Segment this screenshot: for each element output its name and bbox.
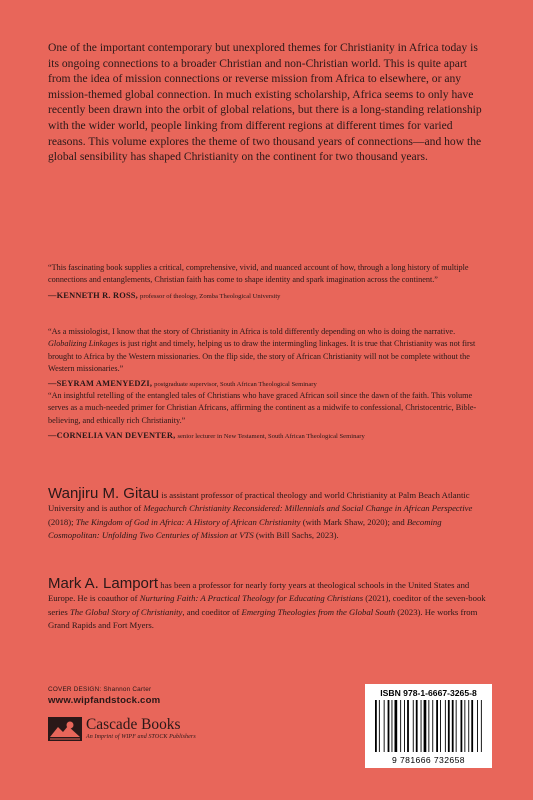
barcode-bar — [375, 700, 377, 752]
publisher-name: Cascade Books — [86, 716, 181, 733]
endorsement-quote: “This fascinating book supplies a critical, comprehensive, vivid, and nuanced account of how, through a long history of multiple connections and entanglements, Christian faith has come to shape identity and spark imagination across the continent.” — [48, 263, 469, 285]
barcode-bar — [468, 700, 469, 752]
bio-text: (with Mark Shaw, 2020); and — [300, 516, 407, 527]
bio-book-title: Megachurch Christianity Reconsidered: Millennials and Social Change in African Perspective — [143, 503, 473, 514]
barcode-number: 9 781666 732658 — [392, 755, 465, 765]
barcode-bar — [407, 700, 409, 752]
endorsement-attribution — [48, 290, 488, 303]
endorsement-1 — [48, 262, 488, 303]
endorsement-quote — [48, 326, 488, 375]
endorser-title: professor of theology, Zomba Theological University — [140, 292, 281, 300]
barcode-bar — [448, 700, 450, 752]
publisher-logo-block — [48, 717, 196, 741]
mountain-sun-logo-icon — [48, 717, 82, 741]
barcode-bar — [424, 700, 427, 752]
barcode-bar — [428, 700, 429, 752]
endorsement-2 — [48, 326, 488, 391]
barcode-bar — [481, 700, 482, 752]
endorsement-attribution — [48, 430, 488, 443]
quote-text: is just right and timely, helping us to draw the intermingling linkages. It is true that Christianity was not first brought to Africa by the Western missionaries. On the flip side, the story of African Christianity will not be complete without the Western missionaries.” — [48, 339, 476, 373]
bio-text: has been a professor for nearly forty years at theological schools in the United States and Europe. He is coauthor of — [48, 580, 470, 604]
bio-text: is assistant professor of practical theology and world Christianity at Palm Beach Atlantic University and is author of — [48, 490, 470, 514]
bio-book-title: Emerging Theologies from the Global South — [241, 606, 396, 617]
endorser-name: —SEYRAM AMENYEDZI, — [48, 379, 153, 389]
bio-text: , and coeditor of — [182, 606, 242, 617]
isbn-label: ISBN 978-1-6667-3265-8 — [380, 688, 477, 698]
barcode-bar — [384, 700, 385, 752]
bio-book-title: Nurturing Faith: A Practical Theology for Educating Christians — [139, 593, 364, 604]
author-bio-2 — [48, 577, 488, 633]
endorser-name: —KENNETH R. ROSS, — [48, 290, 138, 300]
barcode-bar — [395, 700, 398, 752]
credits — [48, 686, 160, 706]
barcode-bar — [416, 700, 418, 752]
bio-book-title: Becoming Cosmopolitan: Unfolding Two Centuries of Mission at VTS — [48, 516, 442, 541]
endorsement-3 — [48, 390, 488, 443]
barcode-bar — [477, 700, 478, 752]
barcode-bar — [461, 700, 463, 752]
author-bio-1 — [48, 487, 488, 543]
endorsement-quote: “An insightful retelling of the entangled tales of Christians who have graced African soil since the dawn of the faith. This volume serves as a much-needed primer for Christian Africans, affirming the continent as a midwife to confessional, Christocentric, Bible-believing, and ethically rich Christianity.” — [48, 391, 477, 425]
endorser-name: —CORNELIA VAN DEVENTER, — [48, 430, 176, 440]
barcode-bar — [452, 700, 454, 752]
barcode-bar — [436, 700, 438, 752]
barcode-bars — [369, 700, 488, 754]
bio-text: (2023). He works from Grand Rapids and Fort Myers. — [48, 606, 478, 631]
barcode-bar — [432, 700, 433, 752]
author-name: Mark A. Lamport — [48, 575, 159, 592]
barcode-bar — [413, 700, 414, 752]
bio-text: (with Bill Sachs, 2023). — [253, 530, 339, 541]
barcode-bar — [445, 700, 446, 752]
barcode-bar — [404, 700, 405, 752]
bio-text: (2018); — [48, 516, 76, 527]
barcode-bar — [388, 700, 390, 752]
barcode — [365, 684, 492, 768]
publisher-imprint: An Imprint of WIPF and STOCK Publishers — [86, 734, 196, 740]
endorser-title: postgraduate supervisor, South African Theological Seminary — [154, 381, 317, 389]
barcode-bar — [456, 700, 457, 752]
barcode-bar — [379, 700, 380, 752]
bio-text: (2021), coeditor of the seven-book series — [48, 593, 486, 617]
barcode-bar — [400, 700, 401, 752]
barcode-bar — [471, 700, 473, 752]
publisher-url[interactable]: www.wipfandstock.com — [48, 695, 161, 706]
barcode-bar — [392, 700, 393, 752]
barcode-bar — [440, 700, 441, 752]
quote-book-title: Globalizing Linkages — [48, 339, 119, 349]
publisher-text — [86, 717, 196, 740]
bio-book-title: The Global Story of Christianity — [69, 606, 183, 617]
cover-design-credit: COVER DESIGN: Shannon Carter — [48, 686, 152, 693]
author-name: Wanjiru M. Gitau — [48, 485, 160, 502]
bio-book-title: The Kingdom of God in Africa: A History of African Christianity — [75, 516, 301, 527]
endorser-title: senior lecturer in New Testament, South African Theological Seminary — [177, 432, 365, 440]
quote-text: “As a missiologist, I know that the story of Christianity in Africa is told differently depending on who is doing the narrative. — [48, 327, 456, 336]
blurb-text: One of the important contemporary but unexplored themes for Christianity in Africa today is its ongoing connections to a broader Christian and non-Christian world. This is quite apart from the idea of mission connections or reverse mission from Africa to elsewhere, or any mission-themed global connection. In much existing scholarship, Africa seems to only have recently been drawn into the orbit of global relations, but there is a long-standing relationship with the wider world, people linking from different regions at different times for varied reasons. This volume explores the theme of two thousand years of connections—and how the global sensibility has shaped Christianity on the continent for two thousand years. — [48, 41, 482, 164]
barcode-bar — [464, 700, 465, 752]
barcode-bar — [421, 700, 422, 752]
